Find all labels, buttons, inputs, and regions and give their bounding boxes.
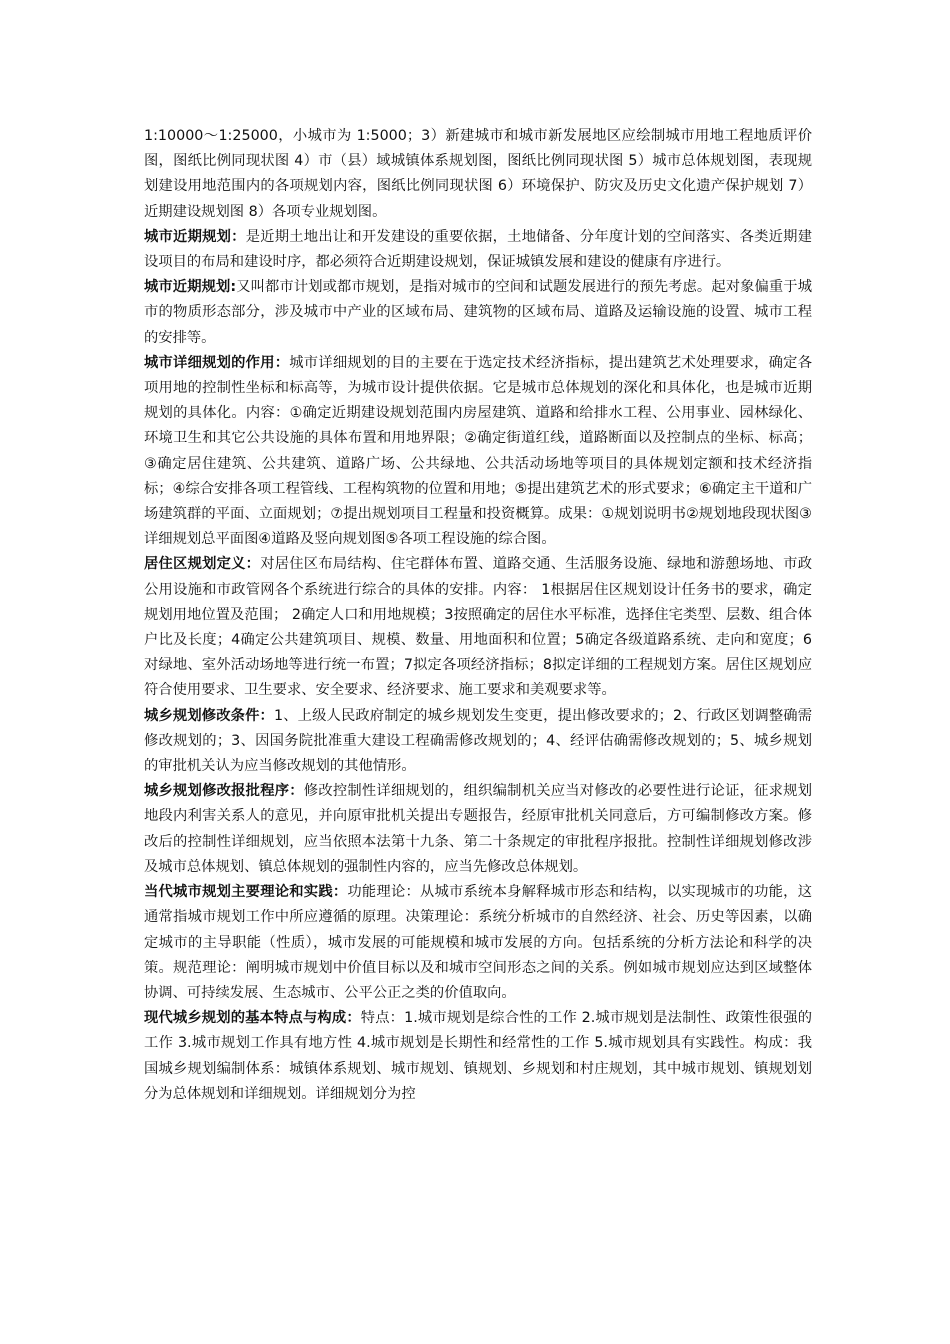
paragraph-text: 1:10000～1:25000，小城市为 1:5000；3）新建城市和城市新发展地区应绘制城市用地工程地质评价图，图纸比例同现状图 4）市（县）域城镇体系规划图，图纸比例同现状图 5）城市总体规划图，表现规划建设用地范围内的各项规划内容，图纸比例同现状图 6）环境保护、防灾及历史文化遗产保护规划 7）近期建设规划图 8）各项专业规划图。 xyxy=(144,128,812,220)
paragraph-term: 居住区规划定义： xyxy=(144,556,261,573)
paragraph-near-term-planning xyxy=(144,225,812,275)
paragraph-text: 又叫都市计划或都市规划，是指对城市的空间和试题发展进行的预先考虑。起对象偏重于城市的物质形态部分，涉及城市中产业的区域布局、建筑物的区域布局、道路及运输设施的设置、城市工程的安排等。 xyxy=(144,279,813,346)
paragraph-text: 功能理论：从城市系统本身解释城市形态和结构，以实现城市的功能，这通常指城市规划工作中所应遵循的原理。决策理论：系统分析城市的自然经济、社会、历史等因素，以确定城市的主导职能（性质），城市发展的可能规模和城市发展的方向。包括系统的分析方法论和科学的决策。规范理论：阐明城市规划中价值目标以及和城市空间形态之间的关系。例如城市规划应达到区域整体协调、可持续发展、生态城市、公平公正之类的价值取向。 xyxy=(144,884,812,1001)
paragraph-text: 城市详细规划的目的主要在于选定技术经济指标，提出建筑艺术处理要求，确定各项用地的控制性坐标和标高等，为城市设计提供依据。它是城市总体规划的深化和具体化，也是城市近期规划的具体化。内容：①确定近期建设规划范围内房屋建筑、道路和给排水工程、公用事业、园林绿化、环境卫生和其它公共设施的具体布置和用地界限；②确定街道红线，道路断面以及控制点的坐标、标高；③确定居住建筑、公共建筑、道路广场、公共绿地、公共活动场地等项目的具体规划定额和技术经济指标；④综合安排各项工程管线、工程构筑物的位置和用地；⑤提出建筑艺术的形式要求；⑥确定主干道和广场建筑群的平面、立面规划；⑦提出规划项目工程量和投资概算。成果：①规划说明书②规划地段现状图③详细规划总平面图④道路及竖向规划图⑤各项工程设施的综合图。 xyxy=(144,354,813,548)
paragraph-term: 城乡规划修改报批程序： xyxy=(144,783,304,800)
paragraph-detailed-planning-role xyxy=(144,351,812,553)
document-page xyxy=(144,124,812,1107)
paragraph-text: 是近期土地出让和开发建设的重要依据，土地储备、分年度计划的空间落实、各类近期建设项目的布局和建设时序，都必须符合近期建设规划，保证城镇发展和建设的健康有序进行。 xyxy=(144,228,812,271)
paragraph-text: 对居住区布局结构、住宅群体布置、道路交通、生活服务设施、绿地和游憩场地、市政公用设施和市政管网各个系统进行综合的具体的安排。内容： 1根据居住区规划设计任务书的要求，确定规划用地位置及范围； 2确定人口和用地规模；3按照确定的居住水平标准，选择住宅类型、层数、组合体户比及长度；4确定公共建筑项目、规模、数量、用地面积和位置；5确定各级道路系统、走向和宽度；6对绿地、室外活动场地等进行统一布置；7拟定各项经济指标；8拟定详细的工程规划方案。居住区规划应符合使用要求、卫生要求、安全要求、经济要求、施工要求和美观要求等。 xyxy=(144,556,813,699)
paragraph-term: 城市详细规划的作用： xyxy=(144,354,290,371)
paragraph-modification-conditions xyxy=(144,704,812,780)
paragraph-text: 修改控制性详细规划的，组织编制机关应当对修改的必要性进行论证，征求规划地段内利害关系人的意见，并向原审批机关提出专题报告，经原审批机关同意后，方可编制修改方案。修改后的控制性详细规划，应当依照本法第十九条、第二十条规定的审批程序报批。控制性详细规划修改涉及城市总体规划、镇总体规划的强制性内容的，应当先修改总体规划。 xyxy=(144,783,812,875)
paragraph-term: 当代城市规划主要理论和实践： xyxy=(144,884,348,901)
paragraph-text: 1、上级人民政府制定的城乡规划发生变更，提出修改要求的；2、行政区划调整确需修改规划的；3、因国务院批准重大建设工程确需修改规划的；4、经评估确需修改规划的；5、城乡规划的审批机关认为应当修改规划的其他情形。 xyxy=(144,707,812,775)
paragraph-term: 现代城乡规划的基本特点与构成： xyxy=(144,1010,361,1027)
paragraph-text: 特点：1.城市规划是综合性的工作 2.城市规划是法制性、政策性很强的工作 3.城市规划工作具有地方性 4.城市规划是长期性和经常性的工作 5.城市规划具有实践性。构成：我国城乡规划编制体系：城镇体系规划、城市规划、镇规划、乡规划和村庄规划，其中城市规划、镇规划划分为总体规划和详细规划。详细规划分为控 xyxy=(144,1010,813,1102)
paragraph-term: 城乡规划修改条件： xyxy=(144,707,274,724)
paragraph-contemporary-theory xyxy=(144,880,812,1006)
paragraph-near-term-planning-definition xyxy=(144,275,812,351)
paragraph-modern-planning-features xyxy=(144,1006,812,1107)
paragraph-term: 城市近期规划： xyxy=(144,228,246,245)
paragraph-term: 城市近期规划: xyxy=(144,279,237,296)
paragraph-modification-procedure xyxy=(144,779,812,880)
paragraph-scale-drawings xyxy=(144,124,812,225)
paragraph-residential-planning xyxy=(144,552,812,703)
